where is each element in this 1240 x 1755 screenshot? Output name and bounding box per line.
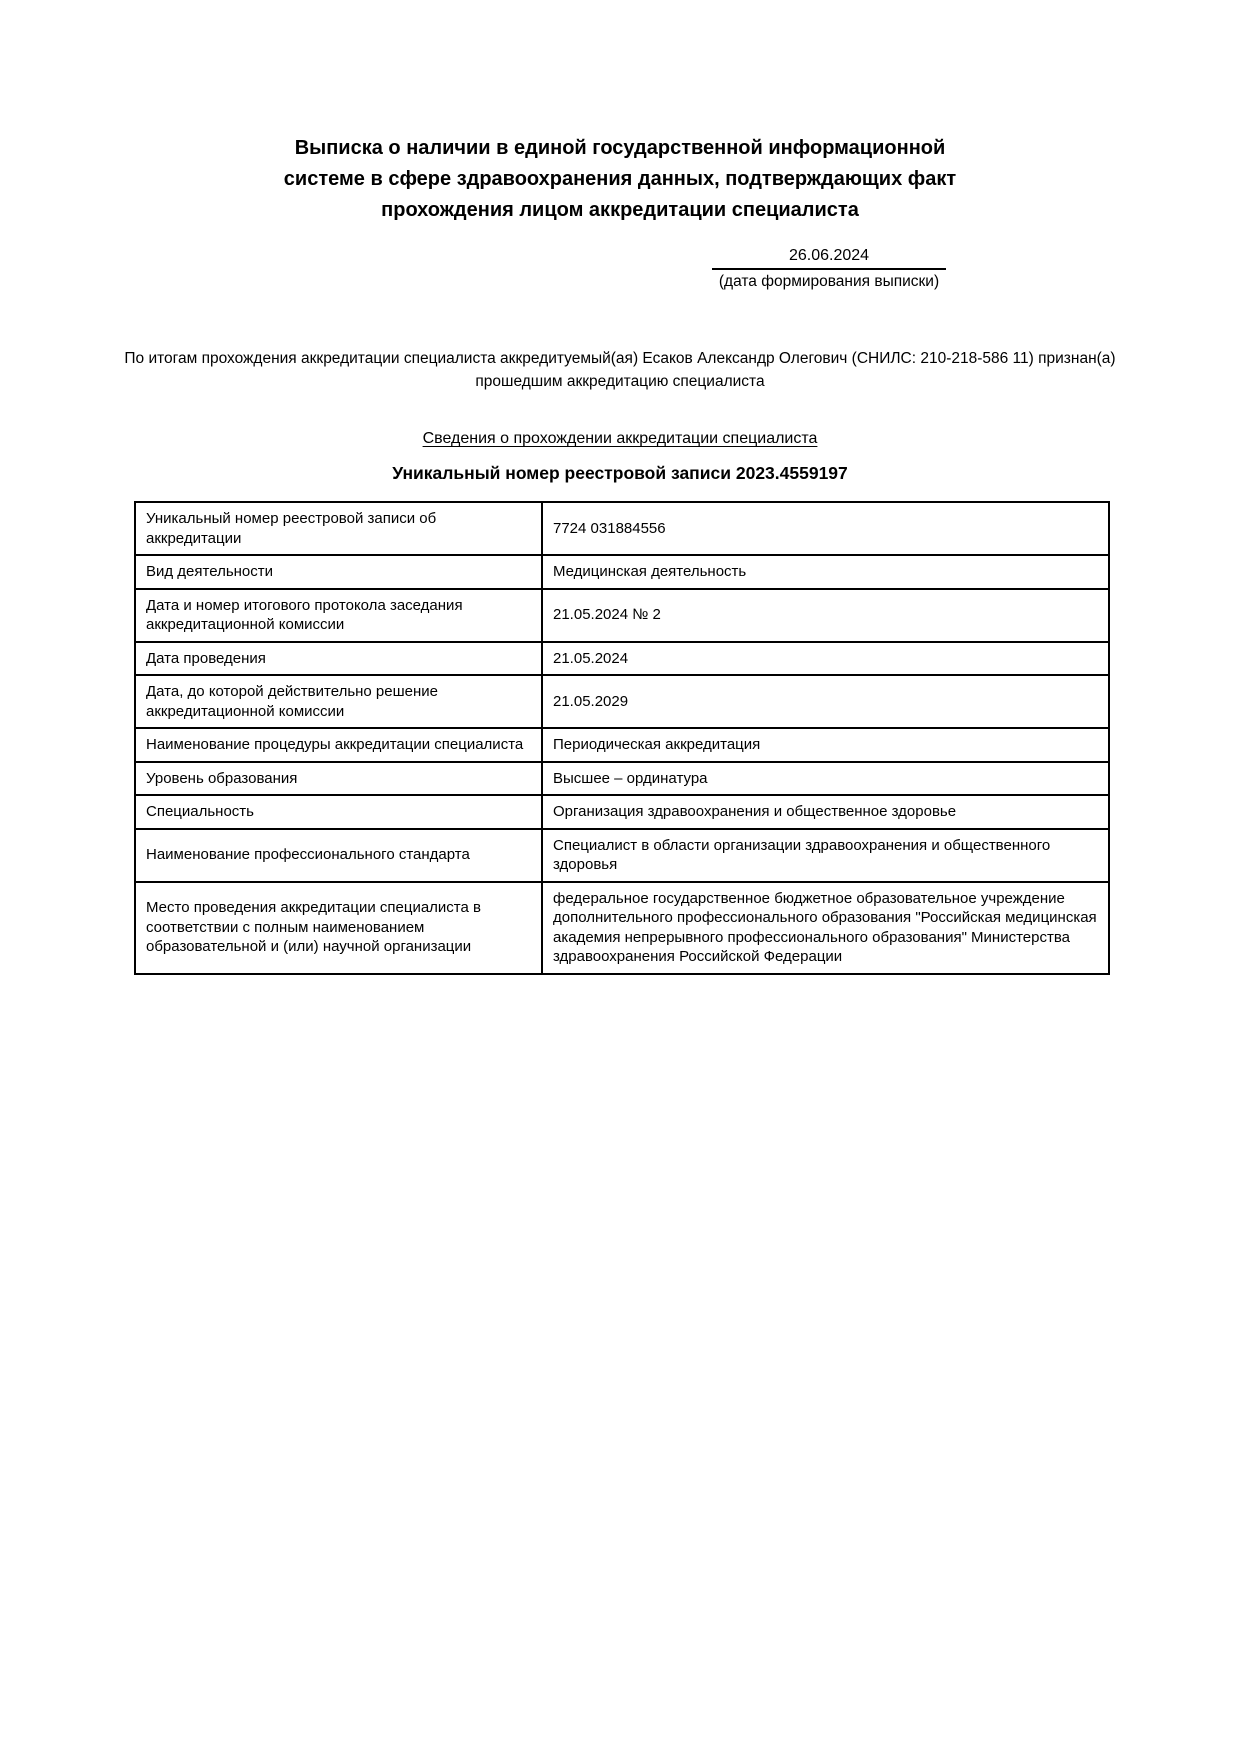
- table-row: [135, 555, 1109, 589]
- table-cell-label: Вид деятельности: [135, 555, 542, 589]
- extract-date-block: [712, 246, 946, 292]
- table-cell-value: 21.05.2024 № 2: [542, 589, 1109, 642]
- table-cell-label: Место проведения аккредитации специалиста в соответствии с полным наименованием образовательной и (или) научной организации: [135, 882, 542, 974]
- table-cell-label: Дата и номер итогового протокола заседания аккредитационной комиссии: [135, 589, 542, 642]
- table-cell-value: федеральное государственное бюджетное образовательное учреждение дополнительного профессионального образования "Российская медицинская академия непрерывного профессионального образования" Министерства здравоохранения Российской Федерации: [542, 882, 1109, 974]
- registry-number-line: Уникальный номер реестровой записи 2023.4559197: [392, 463, 848, 483]
- table-cell-label: Дата проведения: [135, 642, 542, 676]
- table-row: [135, 762, 1109, 796]
- table-cell-value: 21.05.2029: [542, 675, 1109, 728]
- table-cell-value: Медицинская деятельность: [542, 555, 1109, 589]
- table-cell-label: Специальность: [135, 795, 542, 829]
- table-row: [135, 675, 1109, 728]
- table-cell-label: Уровень образования: [135, 762, 542, 796]
- table-cell-value: Организация здравоохранения и общественное здоровье: [542, 795, 1109, 829]
- table-row: [135, 589, 1109, 642]
- accreditation-table: [134, 501, 1110, 975]
- table-cell-label: Наименование процедуры аккредитации специалиста: [135, 728, 542, 762]
- table-row: [135, 728, 1109, 762]
- table-cell-value: 7724 031884556: [542, 502, 1109, 555]
- document-title-line: Выписка о наличии в единой государственной информационной: [294, 137, 946, 159]
- table-cell-label: Уникальный номер реестровой записи об аккредитации: [135, 502, 542, 555]
- table-cell-value: 21.05.2024: [542, 642, 1109, 676]
- table-row: [135, 882, 1109, 974]
- table-row: [135, 795, 1109, 829]
- table-cell-value: Периодическая аккредитация: [542, 728, 1109, 762]
- document-title-line: прохождения лицом аккредитации специалиста: [381, 199, 859, 221]
- extract-date-value: 26.06.2024: [712, 246, 946, 270]
- extract-date-caption: (дата формирования выписки): [718, 273, 940, 290]
- table-cell-value: Высшее – ординатура: [542, 762, 1109, 796]
- table-row: [135, 829, 1109, 882]
- section-heading: [0, 429, 1240, 449]
- section-heading-text: Сведения о прохождении аккредитации специалиста: [422, 430, 818, 447]
- table-cell-label: Дата, до которой действительно решение аккредитационной комиссии: [135, 675, 542, 728]
- table-row: [135, 502, 1109, 555]
- table-cell-label: Наименование профессионального стандарта: [135, 829, 542, 882]
- table-row: [135, 642, 1109, 676]
- document-title: [0, 0, 1240, 226]
- table-cell-value: Специалист в области организации здравоохранения и общественного здоровья: [542, 829, 1109, 882]
- document-title-line: системе в сфере здравоохранения данных, подтверждающих факт: [283, 168, 957, 190]
- intro-paragraph: По итогам прохождения аккредитации специалиста аккредитуемый(ая) Есаков Александр Олегович (СНИЛС: 210-218-586 11) признан(а) прошедшим аккредитацию специалиста: [124, 350, 1116, 390]
